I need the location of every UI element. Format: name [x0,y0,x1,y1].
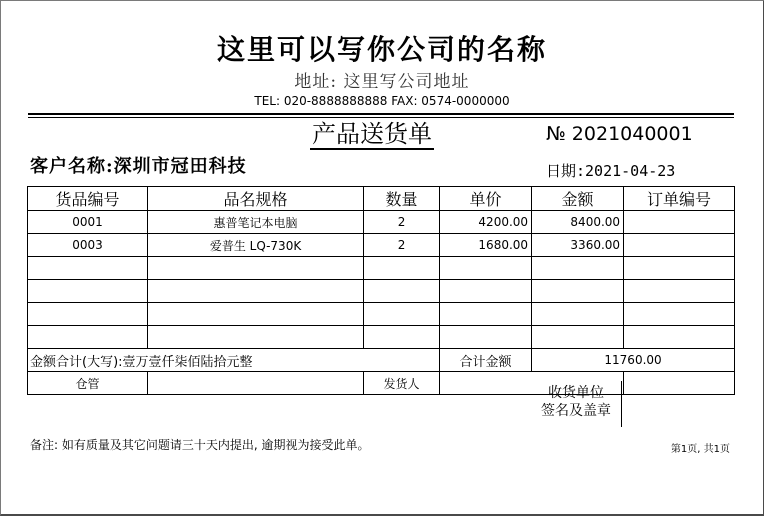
total-in-words: 金额合计(大写):壹万壹仟柒佰陆拾元整 [28,349,440,372]
company-address: 地址: 这里写公司地址 [294,72,470,92]
document-number: № 2021040001 [546,123,693,145]
cell-product-spec [148,326,364,349]
header-amount: 金额 [532,187,624,211]
header-order-number: 订单编号 [624,187,735,211]
table-row [28,303,735,326]
shipper-label: 发货人 [364,372,440,395]
cell-product-spec [148,303,364,326]
cell-quantity [364,326,440,349]
delivery-table [27,186,735,395]
header-unit-price: 单价 [440,187,532,211]
company-name: 这里可以写你公司的名称 [216,33,547,66]
header-item-code: 货品编号 [28,187,148,211]
cell-quantity: 2 [364,234,440,257]
table-header-row [28,187,735,211]
table-row [28,234,735,257]
cell-order-number [624,257,735,280]
receiver-label [530,384,622,420]
cell-product-spec [148,257,364,280]
cell-quantity [364,280,440,303]
cell-unit-price: 1680.00 [440,234,532,257]
cell-item-code [28,257,148,280]
cell-amount [532,280,624,303]
cell-quantity [364,257,440,280]
cell-product-spec [148,280,364,303]
cell-amount: 3360.00 [532,234,624,257]
cell-item-code [28,326,148,349]
warehouse-label: 仓管 [28,372,148,395]
header-quantity: 数量 [364,187,440,211]
total-label: 合计金额 [440,349,532,372]
cell-item-code [28,303,148,326]
page-indicator: 第1页, 共1页 [670,444,730,455]
cell-order-number [624,303,735,326]
cell-quantity [364,303,440,326]
receiver-signature-cell [624,372,735,395]
cell-item-code: 0001 [28,211,148,234]
cell-item-code [28,280,148,303]
cell-order-number [624,280,735,303]
cell-unit-price: 4200.00 [440,211,532,234]
cell-amount: 8400.00 [532,211,624,234]
cell-order-number [624,211,735,234]
cell-product-spec: 爱普生 LQ-730K [148,234,364,257]
cell-order-number [624,326,735,349]
table-row [28,326,735,349]
cell-unit-price [440,326,532,349]
cell-unit-price [440,303,532,326]
receiver-label-line2: 签名及盖章 [541,403,611,419]
header-divider [28,113,734,115]
table-row [28,211,735,234]
cell-amount [532,257,624,280]
document-title: 产品送货单 [312,120,432,148]
header-divider-thin [28,117,734,118]
table-row [28,280,735,303]
cell-product-spec: 惠普笔记本电脑 [148,211,364,234]
document-date: 日期:2021-04-23 [546,162,676,180]
remarks: 备注: 如有质量及其它问题请三十天内提出, 逾期视为接受此单。 [30,438,370,452]
cell-unit-price [440,280,532,303]
cell-quantity: 2 [364,211,440,234]
receiver-label-line1: 收货单位 [548,385,604,401]
warehouse-signature-cell [148,372,364,395]
total-value: 11760.00 [532,349,735,372]
cell-item-code: 0003 [28,234,148,257]
receiver-label-divider [621,381,622,427]
cell-amount [532,326,624,349]
header-product-spec: 品名规格 [148,187,364,211]
cell-order-number [624,234,735,257]
total-row [28,349,735,372]
customer-name: 客户名称:深圳市冠田科技 [30,156,247,177]
cell-unit-price [440,257,532,280]
signature-row [28,372,735,395]
cell-amount [532,303,624,326]
table-row [28,257,735,280]
company-contact: TEL: 020-8888888888 FAX: 0574-0000000 [254,94,510,108]
